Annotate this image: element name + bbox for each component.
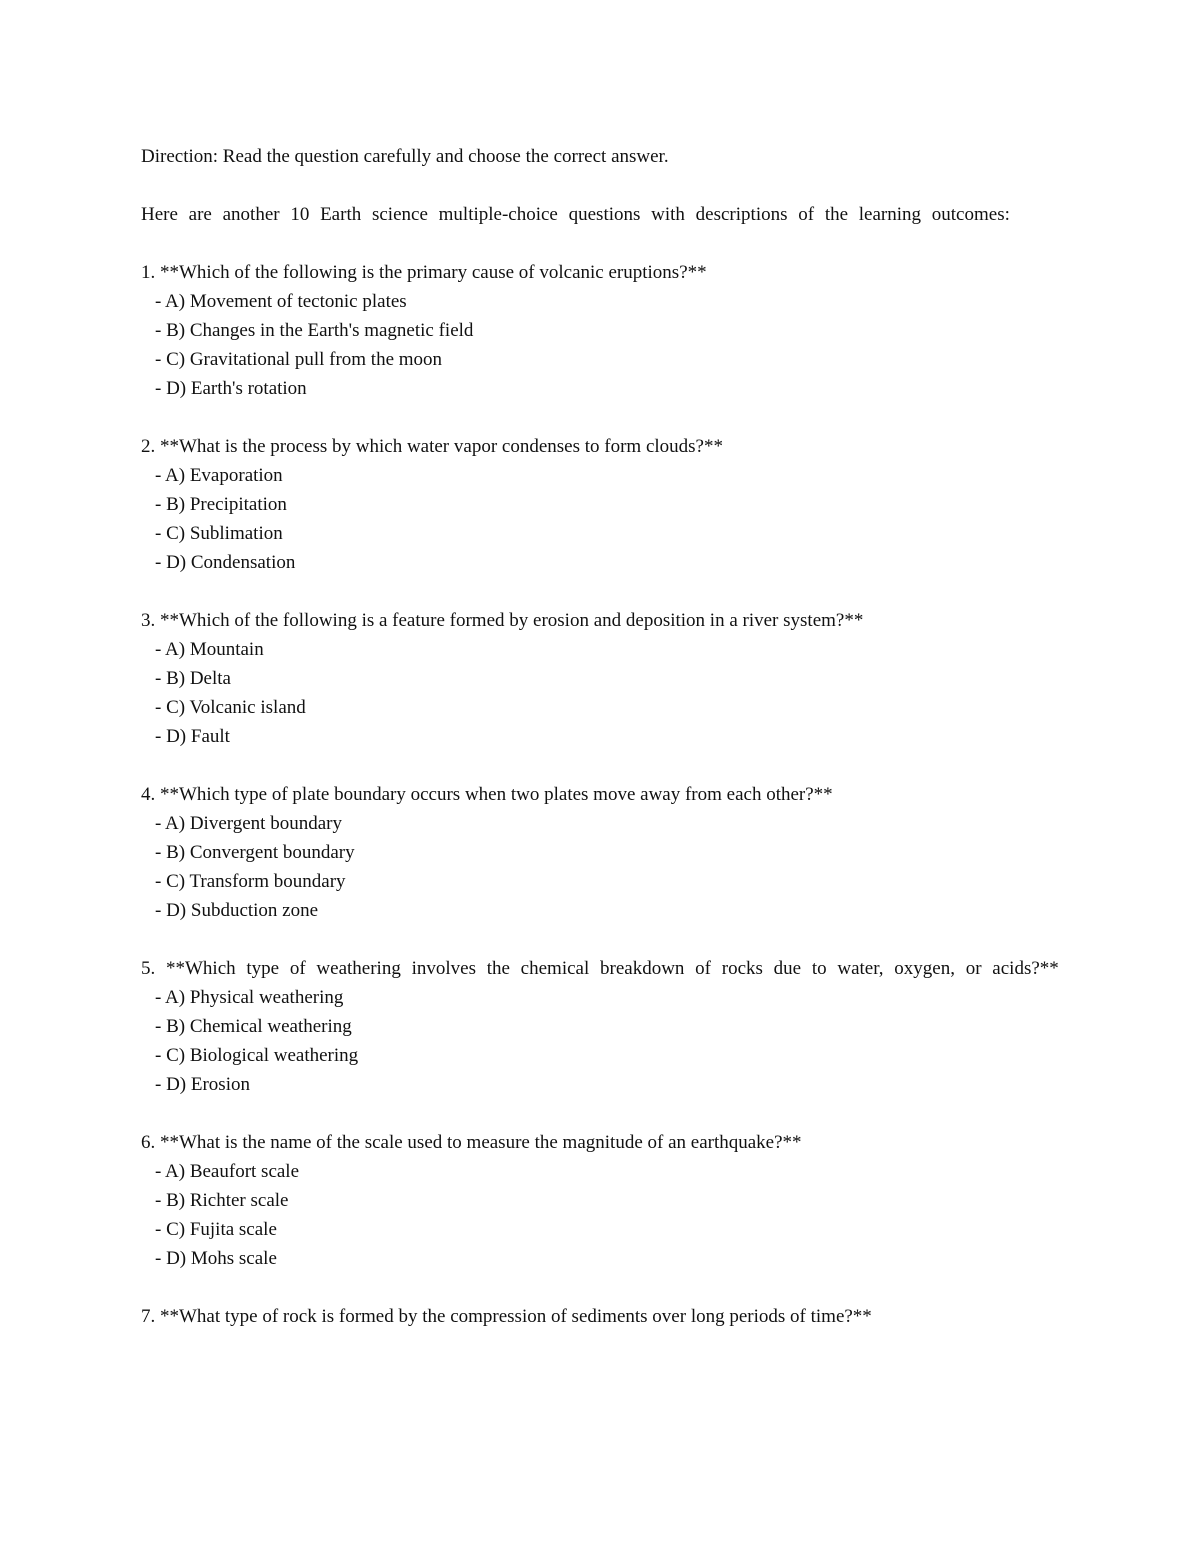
option-d: - D) Erosion (155, 1074, 250, 1095)
option-a: - A) Divergent boundary (155, 813, 342, 834)
option-d: - D) Subduction zone (155, 900, 319, 921)
option-b: - B) Richter scale (155, 1190, 289, 1211)
question-4 (141, 780, 1059, 925)
option-c: - C) Gravitational pull from the moon (155, 349, 443, 370)
question-title: 2. **What is the process by which water vapor condenses to form clouds?** (141, 436, 723, 457)
document-page (141, 142, 1059, 1360)
option-c: - C) Volcanic island (155, 697, 306, 718)
option-a: - A) Beaufort scale (155, 1161, 300, 1182)
option-c: - C) Fujita scale (155, 1219, 277, 1240)
question-title: 1. **Which of the following is the primary cause of volcanic eruptions?** (141, 262, 707, 283)
option-b: - B) Changes in the Earth's magnetic field (155, 320, 474, 341)
option-list (141, 983, 1059, 1099)
question-6 (141, 1128, 1059, 1273)
option-c: - C) Biological weathering (155, 1045, 359, 1066)
question-3 (141, 606, 1059, 751)
question-1 (141, 258, 1059, 403)
option-a: - A) Physical weathering (155, 987, 344, 1008)
intro-text: Here are another 10 Earth science multiple-choice questions with descriptions of the learning outcomes: (141, 204, 1010, 225)
direction-text: Direction: Read the question carefully and choose the correct answer. (141, 146, 669, 167)
option-a: - A) Evaporation (155, 465, 283, 486)
option-list (141, 461, 1059, 577)
option-list (141, 287, 1059, 403)
option-list (141, 809, 1059, 925)
question-7 (141, 1302, 1059, 1331)
option-b: - B) Convergent boundary (155, 842, 355, 863)
option-d: - D) Fault (155, 726, 230, 747)
option-list (141, 635, 1059, 751)
question-title: 7. **What type of rock is formed by the compression of sediments over long periods of time?** (141, 1306, 872, 1327)
option-d: - D) Condensation (155, 552, 296, 573)
option-d: - D) Earth's rotation (155, 378, 307, 399)
option-c: - C) Sublimation (155, 523, 283, 544)
question-title: 3. **Which of the following is a feature formed by erosion and deposition in a river system?** (141, 610, 864, 631)
option-b: - B) Delta (155, 668, 231, 689)
question-5 (141, 954, 1059, 1099)
option-list (141, 1157, 1059, 1273)
option-d: - D) Mohs scale (155, 1248, 277, 1269)
question-title: 5. **Which type of weathering involves the chemical breakdown of rocks due to water, oxygen, or acids?** (141, 958, 1059, 979)
option-a: - A) Mountain (155, 639, 264, 660)
question-title: 6. **What is the name of the scale used to measure the magnitude of an earthquake?** (141, 1132, 802, 1153)
option-c: - C) Transform boundary (155, 871, 346, 892)
question-title: 4. **Which type of plate boundary occurs when two plates move away from each other?** (141, 784, 833, 805)
option-b: - B) Precipitation (155, 494, 287, 515)
option-b: - B) Chemical weathering (155, 1016, 352, 1037)
option-a: - A) Movement of tectonic plates (155, 291, 407, 312)
question-2 (141, 432, 1059, 577)
